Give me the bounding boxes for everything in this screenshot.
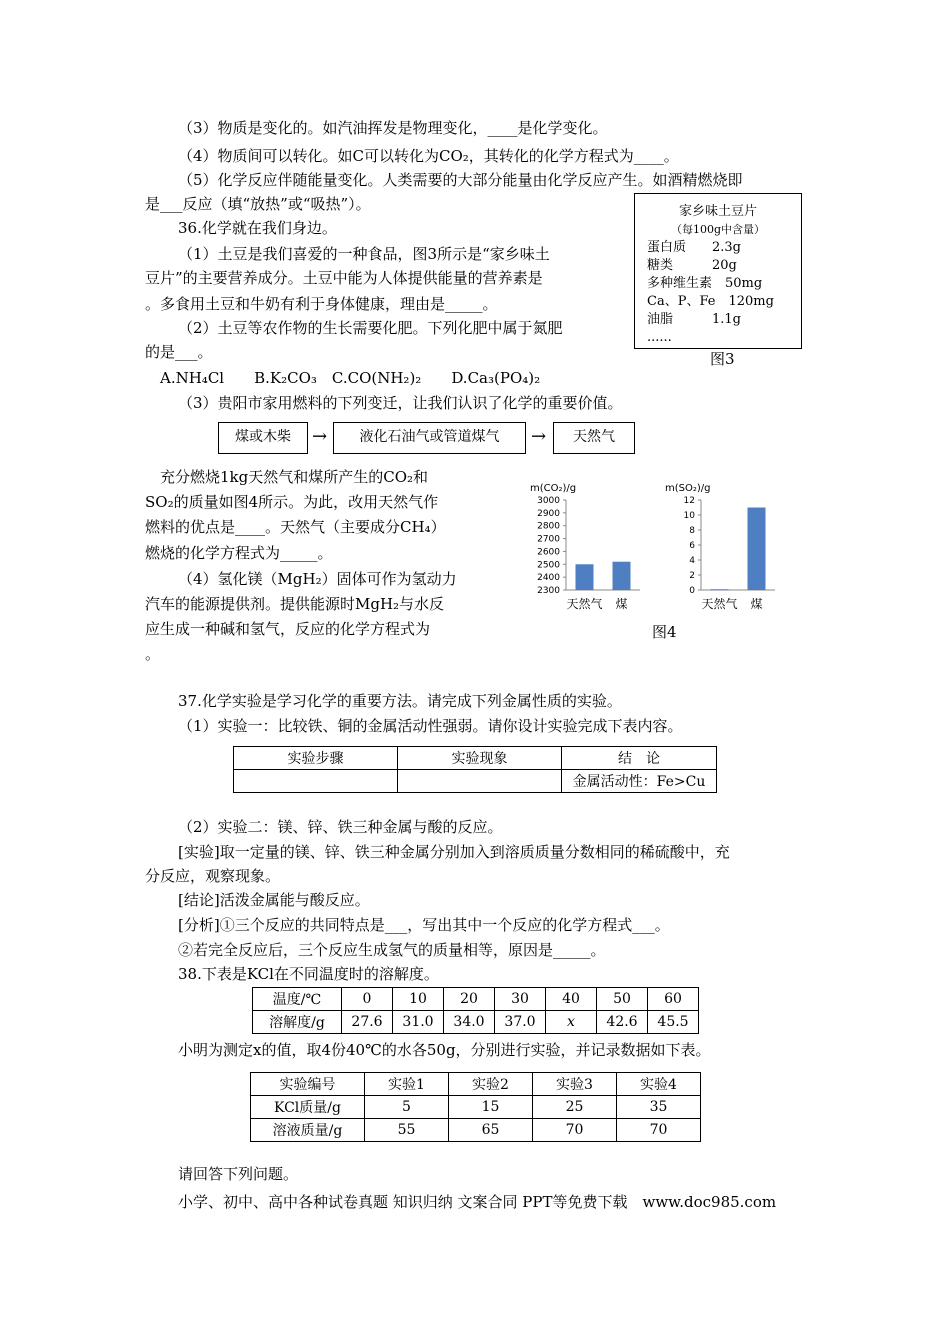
y-tick-label: 2700 <box>537 534 560 545</box>
fig3-row: Ca、P、Fe 120mg <box>647 294 774 309</box>
q5-text-b: 是___反应（填“放热”或“吸热”）。 <box>145 195 371 213</box>
y-axis-label: m(CO₂)/g <box>530 483 577 494</box>
y-tick-label: 3000 <box>537 496 560 506</box>
bar <box>613 562 631 590</box>
table-cell: 27.6 <box>342 1011 393 1034</box>
y-tick-label: 4 <box>689 556 695 566</box>
table-cell: 25 <box>533 1096 617 1119</box>
table-cell: x <box>546 1011 597 1034</box>
analysis-2: ②若完全反应后，三个反应生成氢气的质量相等，原因是_____。 <box>178 941 606 959</box>
table-row <box>253 988 699 1011</box>
bar <box>711 589 729 590</box>
flow-arrow-icon: → <box>531 426 547 447</box>
bar <box>748 508 766 591</box>
q37-title: 37.化学实验是学习化学的重要方法。请完成下列金属性质的实验。 <box>178 692 622 710</box>
q36-1-b: 豆片”的主要营养成分。土豆中能为人体提供能量的营养素是 <box>145 269 543 287</box>
y-tick-label: 6 <box>689 541 695 551</box>
table-cell: 实验1 <box>365 1073 449 1096</box>
x-tick-label: 天然气 <box>566 597 603 611</box>
exp-line-1: [实验]取一定量的镁、锌、铁三种金属分别加入到溶质质量分数相同的稀硫酸中，充 <box>178 843 730 861</box>
y-tick-label: 2500 <box>537 560 560 571</box>
table-cell: 15 <box>449 1096 533 1119</box>
table-cell: 55 <box>365 1119 449 1142</box>
q37-1: （1）实验一：比较铁、铜的金属活动性强弱。请你设计实验完成下表内容。 <box>178 717 683 735</box>
footer-text: 小学、初中、高中各种试卷真题 知识归纳 文案合同 PPT等免费下载 www.doc985.com <box>178 1193 777 1211</box>
fig3-caption: 图3 <box>710 350 735 368</box>
flow-arrow-icon: → <box>312 426 328 447</box>
y-tick-label: 2900 <box>537 508 560 519</box>
table-cell <box>398 770 562 793</box>
table-experiments <box>250 1072 701 1142</box>
para-line-8: 。 <box>145 645 161 663</box>
q38-ask: 请回答下列问题。 <box>178 1165 299 1183</box>
q36-3: （3）贵阳市家用燃料的下列变迁，让我们认识了化学的重要价值。 <box>178 394 623 412</box>
y-tick-label: 2600 <box>537 547 560 558</box>
fig4-caption: 图4 <box>652 623 677 641</box>
table-cell: 31.0 <box>393 1011 444 1034</box>
flow-box-coal: 煤或木柴 <box>218 422 308 454</box>
fig3-title: 家乡味土豆片 <box>678 204 757 219</box>
table-cell: 37.0 <box>495 1011 546 1034</box>
table-cell: 42.6 <box>597 1011 648 1034</box>
table-cell: KCl质量/g <box>251 1096 365 1119</box>
table-cell: 34.0 <box>444 1011 495 1034</box>
q36-2-a: （2）土豆等农作物的生长需要化肥。下列化肥中属于氮肥 <box>178 319 563 337</box>
y-tick-label: 8 <box>689 526 695 536</box>
para-line-2: SO₂的质量如图4所示。为此，改用天然气作 <box>145 493 439 511</box>
fig3-nutrition-box <box>634 193 802 349</box>
table-cell: 10 <box>393 988 444 1011</box>
table-cell: 35 <box>617 1096 701 1119</box>
table-cell: 5 <box>365 1096 449 1119</box>
table-row <box>251 1119 701 1142</box>
table-row <box>253 1011 699 1034</box>
bar <box>576 564 594 590</box>
table-cell: 30 <box>495 988 546 1011</box>
para-line-7: 应生成一种碱和氢气，反应的化学方程式为 <box>145 620 431 638</box>
para-line-1: 充分燃烧1kg天然气和煤所产生的CO₂和 <box>160 468 429 486</box>
chart-so2 <box>655 478 785 618</box>
y-axis-label: m(SO₂)/g <box>665 483 711 494</box>
table-cell: 实验4 <box>617 1073 701 1096</box>
q37-2: （2）实验二：镁、锌、铁三种金属与酸的反应。 <box>178 818 503 836</box>
y-tick-label: 2300 <box>537 586 560 596</box>
table-cell: 溶液质量/g <box>251 1119 365 1142</box>
y-tick-label: 12 <box>683 496 695 506</box>
table-cell: 65 <box>449 1119 533 1142</box>
flow-box-lpg: 液化石油气或管道煤气 <box>333 422 526 454</box>
table-cell: 温度/℃ <box>253 988 342 1011</box>
y-tick-label: 10 <box>683 511 695 521</box>
fig3-row: 蛋白质 2.3g <box>647 240 741 255</box>
table-cell: 70 <box>617 1119 701 1142</box>
flow-box-natural-gas: 天然气 <box>553 422 635 454</box>
q36-1-a: （1）土豆是我们喜爱的一种食品，图3所示是“家乡味土 <box>178 245 550 263</box>
y-tick-label: 2800 <box>537 521 560 532</box>
para-line-5: （4）氢化镁（MgH₂）固体可作为氢动力 <box>178 570 457 588</box>
table-cell: 0 <box>342 988 393 1011</box>
chart-co2 <box>520 478 650 618</box>
q38-text: 小明为测定x的值，取4份40℃的水各50g，分别进行实验，并记录数据如下表。 <box>178 1041 711 1059</box>
q3-text: （3）物质是变化的。如汽油挥发是物理变化，____是化学变化。 <box>178 119 608 137</box>
table-solubility <box>252 987 699 1034</box>
table-header-cell: 结 论 <box>562 747 717 770</box>
x-tick-label: 煤 <box>615 597 628 611</box>
table-cell: 45.5 <box>648 1011 699 1034</box>
y-tick-label: 0 <box>689 586 695 596</box>
table-cell: 实验2 <box>449 1073 533 1096</box>
fig3-row: 油脂 1.1g <box>647 312 741 327</box>
table-experiment1 <box>233 746 717 793</box>
conclusion: [结论]活泼金属能与酸反应。 <box>178 891 370 909</box>
q38-title: 38.下表是KCl在不同温度时的溶解度。 <box>178 965 439 983</box>
fig3-row: ...... <box>647 330 672 345</box>
analysis-1: [分析]①三个反应的共同特点是___，写出其中一个反应的化学方程式___。 <box>178 916 670 934</box>
table-header-cell: 实验步骤 <box>234 747 398 770</box>
q4-text: （4）物质间可以转化。如C可以转化为CO₂，其转化的化学方程式为____。 <box>178 147 679 165</box>
table-cell: 40 <box>546 988 597 1011</box>
table-cell <box>234 770 398 793</box>
y-tick-label: 2400 <box>537 573 560 584</box>
table-row <box>251 1096 701 1119</box>
table-cell: 70 <box>533 1119 617 1142</box>
q36-2-b: 的是___。 <box>145 343 213 361</box>
q36-1-c: 。多食用土豆和牛奶有利于身体健康，理由是_____。 <box>145 295 498 313</box>
table-row <box>251 1073 701 1096</box>
fig3-row: 多种维生素 50mg <box>647 276 763 291</box>
q36-options: A.NH₄Cl B.K₂CO₃ C.CO(NH₂)₂ D.Ca₃(PO₄)₂ <box>160 369 541 387</box>
fig3-subtitle: （每100g中含量） <box>670 223 766 236</box>
fig3-rows <box>647 239 801 347</box>
table-cell: 金属活动性：Fe>Cu <box>562 770 717 793</box>
x-tick-label: 天然气 <box>701 597 738 611</box>
table-cell: 20 <box>444 988 495 1011</box>
exp-line-2: 分反应，观察现象。 <box>145 867 281 885</box>
table-header-cell: 实验现象 <box>398 747 562 770</box>
y-tick-label: 2 <box>689 571 695 581</box>
x-tick-label: 煤 <box>750 597 763 611</box>
para-line-3: 燃料的优点是____。天然气（主要成分CH₄） <box>145 518 446 536</box>
q5-text-a: （5）化学反应伴随能量变化。人类需要的大部分能量由化学反应产生。如酒精燃烧即 <box>178 171 743 189</box>
table-row <box>234 747 717 770</box>
para-line-6: 汽车的能源提供剂。提供能源时MgH₂与水反 <box>145 595 445 613</box>
q36-title: 36.化学就在我们身边。 <box>178 219 337 237</box>
para-line-4: 燃烧的化学方程式为_____。 <box>145 544 333 562</box>
table-row <box>234 770 717 793</box>
table-cell: 溶解度/g <box>253 1011 342 1034</box>
table-cell: 实验编号 <box>251 1073 365 1096</box>
fig3-row: 糖类 20g <box>647 258 737 273</box>
table-cell: 60 <box>648 988 699 1011</box>
table-cell: 实验3 <box>533 1073 617 1096</box>
table-cell: 50 <box>597 988 648 1011</box>
